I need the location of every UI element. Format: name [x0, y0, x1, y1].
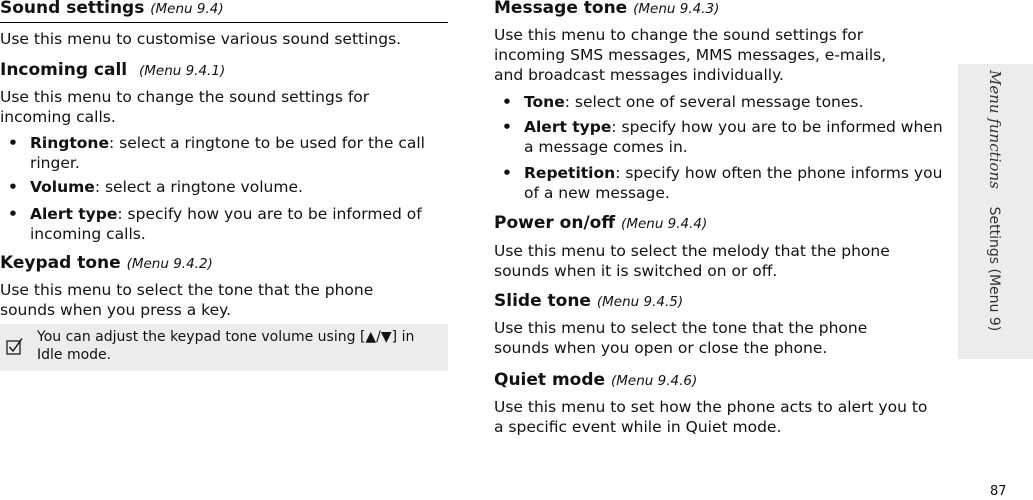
bullet-tone — [502, 92, 954, 112]
desc: : select a ringtone volume. — [94, 178, 303, 196]
menu-ref: (Menu 9.4.1) — [138, 63, 226, 79]
bullet-icon: • — [502, 118, 512, 136]
menu-ref: (Menu 9.4.6) — [610, 373, 698, 389]
quiet-intro: Use this menu to set how the phone acts to alert you to a specific event while in Quiet mode. — [494, 398, 928, 436]
page-number: 87 — [990, 484, 1007, 499]
heading-text: Slide tone — [494, 291, 591, 311]
menu-ref: (Menu 9.4.4) — [621, 216, 708, 232]
slide-intro: Use this menu to select the tone that the phone sounds when you open or close the phone. — [494, 319, 868, 357]
bullet-ringtone — [8, 133, 455, 173]
power-intro: Use this menu to select the melody that the phone sounds when it is switched on or off. — [494, 242, 890, 280]
note-text: You can adjust the keypad tone volume using [▲/▼] in Idle mode. — [37, 329, 415, 363]
desc: : select one of several message tones. — [564, 93, 864, 111]
menu-ref: (Menu 9.4) — [150, 1, 224, 17]
note-box — [0, 324, 448, 371]
sidebar-chapter: Settings (Menu 9) — [986, 206, 1002, 332]
term: Volume — [30, 178, 95, 196]
menu-ref: (Menu 9.4.3) — [633, 1, 720, 17]
heading-power-on-off — [494, 212, 707, 235]
bullet-icon: • — [502, 164, 512, 182]
menu-ref: (Menu 9.4.2) — [126, 256, 213, 272]
title-text: Sound settings — [0, 0, 145, 18]
desc: : select a ringtone to be used for the call ringer. — [30, 134, 425, 172]
section-title-sound-settings — [0, 0, 224, 20]
sound-intro: Use this menu to customise various sound settings. — [0, 30, 402, 48]
sidebar-section: Menu functions — [986, 70, 1004, 189]
heading-text: Incoming call — [0, 60, 128, 80]
message-intro: Use this menu to change the sound settings for incoming SMS messages, MMS messages, e-mails, and broadcast messages individually. — [494, 26, 887, 84]
heading-quiet-mode — [494, 369, 697, 392]
menu-ref: (Menu 9.4.5) — [596, 294, 684, 310]
heading-slide-tone — [494, 290, 683, 313]
keypad-intro: Use this menu to select the tone that the phone sounds when you press a key. — [0, 281, 374, 319]
heading-text: Power on/off — [494, 213, 616, 233]
heading-text: Keypad tone — [0, 253, 121, 273]
heading-incoming-call — [0, 59, 225, 82]
term: Alert type — [524, 118, 612, 136]
heading-text: Quiet mode — [494, 370, 606, 390]
term: Tone — [524, 93, 565, 111]
heading-keypad-tone — [0, 252, 213, 275]
term: Ringtone — [30, 134, 109, 152]
bullet-icon: • — [8, 178, 18, 196]
bullet-repetition — [502, 163, 958, 203]
checkmark-note-icon — [6, 337, 24, 355]
bullet-alert-type — [8, 204, 455, 244]
term: Repetition — [524, 164, 616, 182]
term: Alert type — [30, 205, 118, 223]
bullet-icon: • — [502, 93, 512, 111]
bullet-icon: • — [8, 134, 18, 152]
bullet-volume — [8, 177, 455, 197]
desc: : specify how you are to be informed of incoming calls. — [30, 205, 422, 243]
bullet-icon: • — [8, 205, 18, 223]
title-rule — [0, 22, 448, 23]
chapter-sidebar — [958, 64, 1033, 359]
incoming-intro: Use this menu to change the sound settings for incoming calls. — [0, 88, 370, 126]
heading-message-tone — [494, 0, 719, 20]
bullet-message-alert-type — [502, 117, 954, 157]
heading-text: Message tone — [494, 0, 628, 18]
desc: : specify how often the phone informs you of a new message. — [524, 164, 943, 202]
sidebar-caption — [986, 70, 1004, 331]
desc: : specify how you are to be informed when a message comes in. — [524, 118, 943, 156]
